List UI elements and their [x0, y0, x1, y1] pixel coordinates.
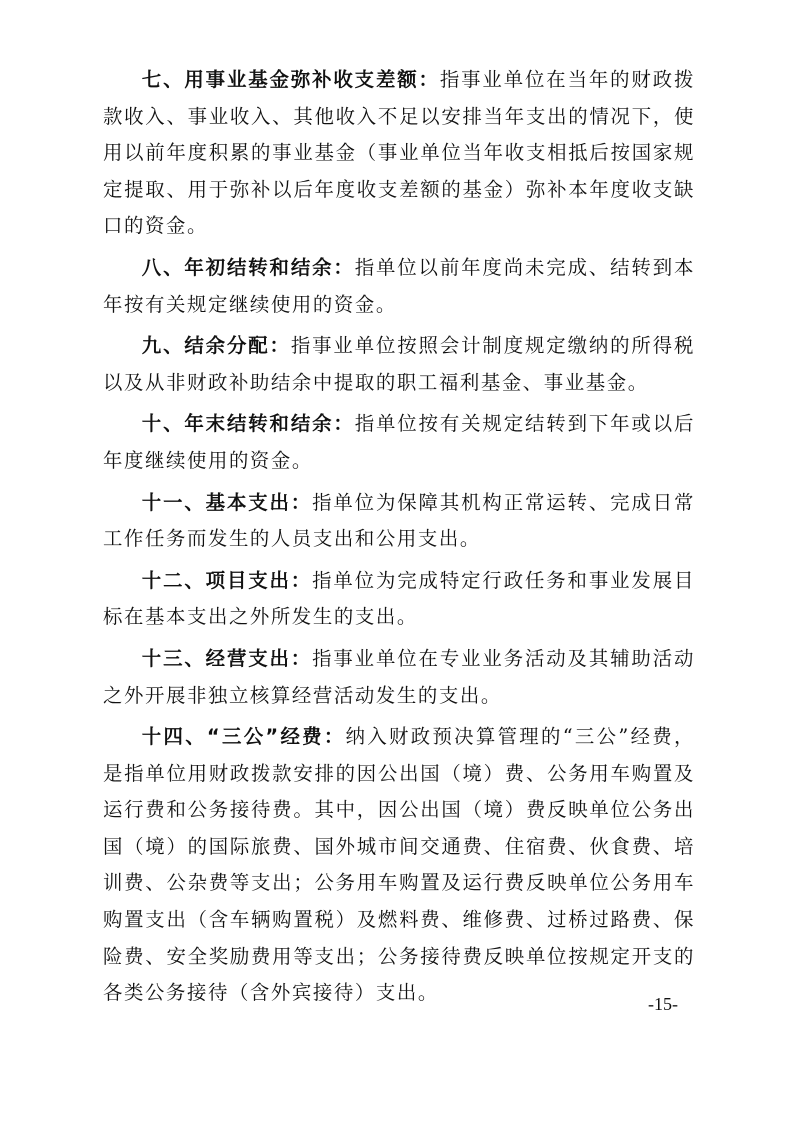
- definition-text: 指单位以前年度尚未完成、结转到本年按有关规定继续使用的资金。: [103, 255, 695, 316]
- definition-term: 九、结余分配：: [141, 334, 291, 358]
- document-body: [103, 62, 695, 1017]
- definition-item-10: [103, 406, 695, 479]
- definition-item-11: [103, 485, 695, 558]
- definition-item-13: [103, 641, 695, 714]
- definition-text: 指事业单位在当年的财政拨款收入、事业收入、其他收入不足以安排当年支出的情况下，使用以前年度积累的事业基金（事业单位当年收支相抵后按国家规定提取、用于弥补以后年度收支差额的基金）弥补本年度收支缺口的资金。: [103, 68, 696, 238]
- definition-term: 十四、“三公”经费：: [141, 725, 346, 749]
- definition-text: 纳入财政预决算管理的“三公”经费，是指单位用财政拨款安排的因公出国（境）费、公务用车购置及运行费和公务接待费。其中，因公出国（境）费反映单位公务出国（境）的国际旅费、国外城市间交通费、住宿费、伙食费、培训费、公杂费等支出；公务用车购置及运行费反映单位公务用车购置支出（含车辆购置税）及燃料费、维修费、过桥过路费、保险费、安全奖励费用等支出；公务接待费反映单位按规定开支的各类公务接待（含外宾接待）支出。: [103, 725, 695, 1005]
- definition-term: 十二、项目支出：: [141, 568, 313, 592]
- definition-text: 指事业单位在专业业务活动及其辅助活动之外开展非独立核算经营活动发生的支出。: [103, 646, 695, 707]
- definition-term: 十三、经营支出：: [141, 646, 313, 670]
- definition-text: 指单位为保障其机构正常运转、完成日常工作任务而发生的人员支出和公用支出。: [103, 490, 695, 551]
- definition-term: 七、用事业基金弥补收支差额：: [141, 68, 440, 91]
- definition-term: 十、年末结转和结余：: [141, 412, 355, 436]
- definition-item-8: [103, 250, 695, 323]
- definition-item-7: [103, 62, 695, 245]
- definition-text: 指单位按有关规定结转到下年或以后年度继续使用的资金。: [103, 412, 695, 472]
- definition-term: 八、年初结转和结余：: [141, 255, 355, 279]
- definition-text: 指事业单位按照会计制度规定缴纳的所得税以及从非财政补助结余中提取的职工福利基金、事业基金。: [103, 334, 696, 394]
- definition-term: 十一、基本支出：: [141, 490, 313, 514]
- definition-item-9: [103, 328, 695, 401]
- definition-item-14: [103, 719, 695, 1012]
- definition-item-12: [103, 563, 695, 636]
- definition-text: 指单位为完成特定行政任务和事业发展目标在基本支出之外所发生的支出。: [103, 568, 695, 629]
- page-number: -15-: [648, 994, 678, 1014]
